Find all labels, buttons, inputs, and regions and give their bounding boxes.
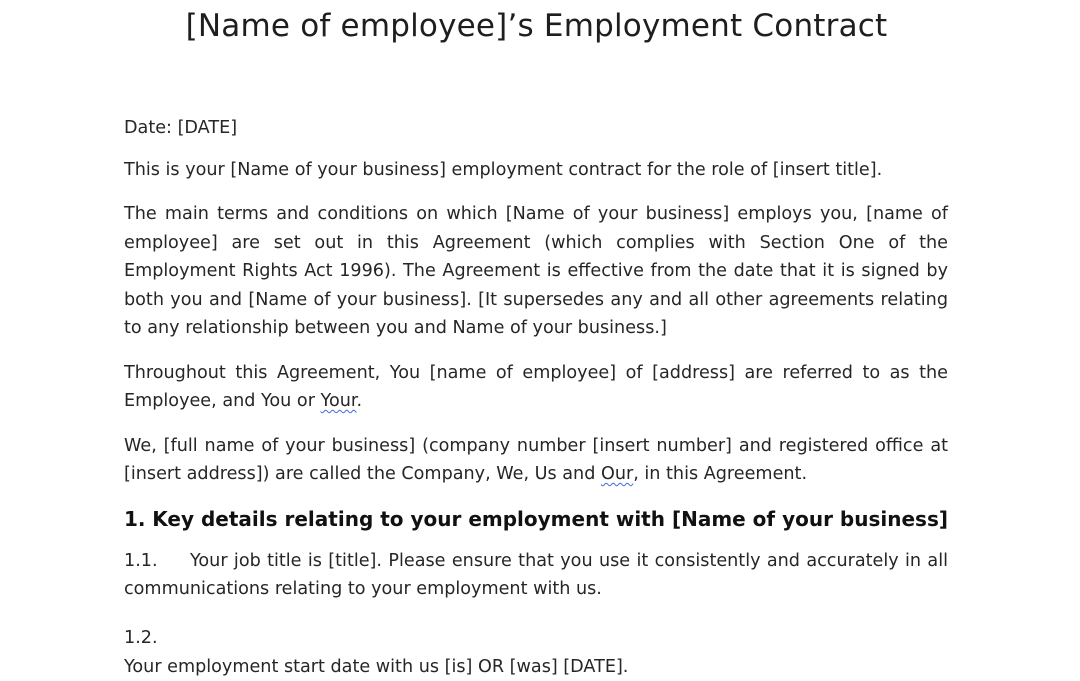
throughout-text: Throughout this Agreement, You [name of employee] of [address] are referred to as the Employee, and You or (124, 363, 948, 412)
throughout-text-end: . (356, 391, 362, 411)
terms-paragraph: The main terms and conditions on which [Name of your business] employs you, [name of employee] are set out in this Agreement (which complies with Section One of the Employment Rights Act 1996). The Agreement is effective from the date that it is signed by both you and [Name of your business]. [It supersedes any and all other agreements relating to any relationship between you and Name of your business.] (124, 200, 948, 343)
clause-text: Your employment start date with us [is] OR [was] [DATE]. (124, 653, 724, 681)
spellcheck-flagged-word[interactable]: Your (321, 391, 357, 411)
section-heading (124, 505, 948, 533)
throughout-paragraph (124, 359, 948, 416)
clause-1-2-text (124, 624, 724, 681)
company-text-end: , in this Agreement. (633, 464, 807, 484)
clause-number: 1.2. (124, 624, 190, 653)
clause-text: Your job title is [title]. Please ensure that you use it consistently and accurately in all communications relating to your employment with us. (124, 551, 948, 600)
document-body (124, 114, 948, 604)
intro-paragraph: This is your [Name of your business] employment contract for the role of [insert title]. (124, 156, 948, 185)
document-title: [Name of employee]’s Employment Contract (0, 8, 1073, 44)
section-title: Key details relating to your employment with [Name of your business] (152, 505, 948, 533)
date-line: Date: [DATE] (124, 114, 948, 143)
company-paragraph (124, 432, 948, 489)
clause-number: 1.1. (124, 547, 190, 576)
section-number: 1. (124, 505, 152, 533)
spellcheck-flagged-word[interactable]: Our (601, 464, 633, 484)
company-text: We, [full name of your business] (company number [insert number] and registered office at [insert address]) are called the Company, We, Us and (124, 436, 948, 485)
clause-1-1 (124, 547, 948, 604)
clause-1-2-cut-off (124, 624, 724, 644)
